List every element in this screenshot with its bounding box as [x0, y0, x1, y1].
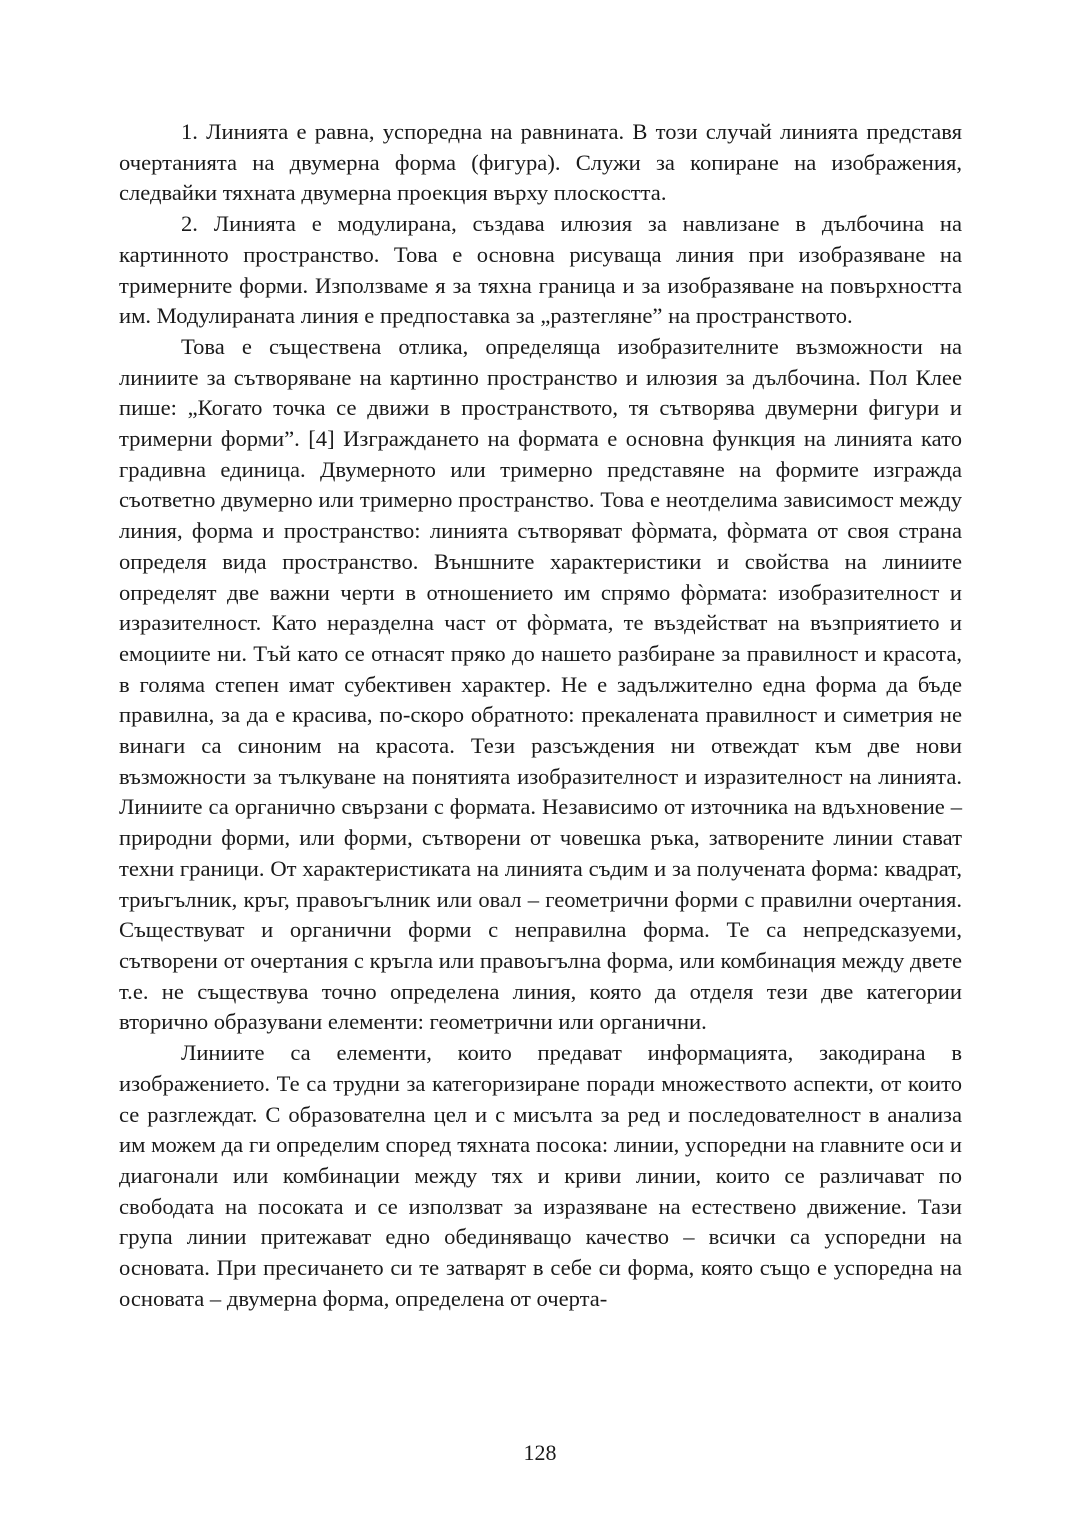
paragraph-line-types-modulated: 2. Линията е модулирана, създава илюзия за навлизане в дълбочина на картинното пространство. Това е основна рисуваща линия при изобразяване на тримерните форми. Използваме я за тяхна граница и за изобразяване на повърхността им. Модулираната линия е предпоставка за „разтегляне” на пространството.: [119, 211, 962, 329]
page-number: 128: [523, 1440, 557, 1465]
page-body: [119, 117, 962, 1314]
paragraph-line-types-flat: 1. Линията е равна, успоредна на равнината. В този случай линията представя очертанията на двумерна форма (фигура). Служи за копиране на изображения, следвайки тяхната двумерна проекция върху плоскостта.: [119, 119, 962, 206]
paragraph-line-form-space: Това е съществена отлика, определяща изобразителните възможности на линиите за сътворяване на картинно пространство и илюзия за дълбочина. Пол Клее пише: „Когато точка се движи в пространството, тя сътворява двумерни фигури и тримерни форми”. [4] Изграждането на формата е основна функция на линията като градивна единица. Двумерното или тримерно представяне на формите изгражда съответно двумерно или тримерно пространство. Това е неотделима зависимост между линия, форма и пространство: линията сътворяват фòрмата, фòрмата от своя страна определя вида пространство. Външните характеристики и свойства на линиите определят две важни черти в отношението им спрямо фòрмата: изобразителност и изразителност. Като неразделна част от фòрмата, те въздействат на възприятието и емоциите ни. Тъй като се отнасят пряко до нашето разбиране за правилност и красота, в голяма степен имат субективен характер. Не е задължително една форма да бъде правилна, за да е красива, по-скоро обратното: прекалената правилност и симетрия не винаги са синоним на красота. Тези разсъждения ни отвеждат към две нови възможности за тълкуване на понятията изобразителност и изразителност на линията. Линиите са органично свързани с формата. Независимо от източника на вдъхновение – природни форми, или форми, сътворени от човешка ръка, затворените линии стават техни граници. От характеристиката на линията съдим и за получената форма: квадрат, триъгълник, кръг, правоъгълник или овал – геометрични форми с правилни очертания. Съществуват и органични форми с неправилна форма. Те са непредсказуеми, сътворени от очертания с кръгла или правоъгълна форма, или комбинация между двете т.е. не съществува точно определена линия, която да отделя тези две категории вторично образувани елементи: геометрични или органични.: [119, 333, 962, 1035]
paragraph-line-directions: Линиите са елементи, които предават информацията, закодирана в изображението. Те са трудни за категоризиране поради множеството аспекти, от които се разглеждат. С образователна цел и с мисълта за ред и последователност в анализа им можем да ги определим според тяхната посока: линии, успоредни на главните оси и диагонали или комбинации между тях и криви линии, които се различават по свободата на посоката и се използват за изразяване на естествено движение. Тази група линии притежават едно обединяващо качество – всички са успоредни на основата. При пресичането си те затварят в себе си форма, която също е успоредна на основата – двумерна форма, определена от очерта-: [119, 1040, 962, 1311]
